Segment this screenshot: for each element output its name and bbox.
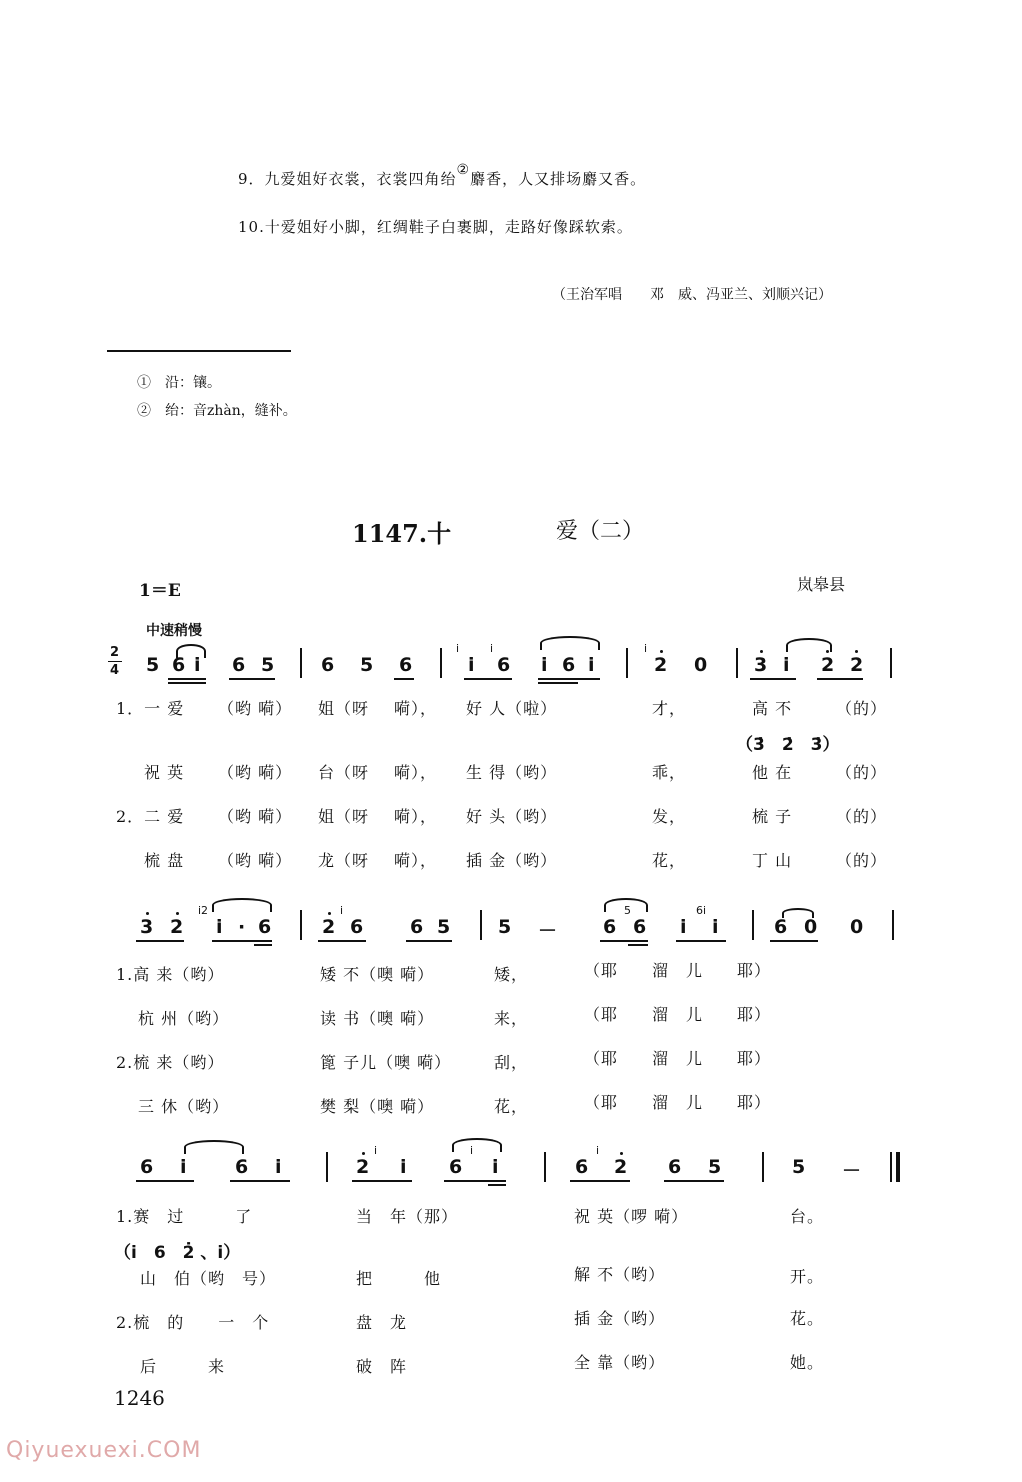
note: － xyxy=(538,920,558,942)
note: i xyxy=(400,1156,407,1178)
grace-note: i xyxy=(456,642,460,655)
lyric: 盘 龙 xyxy=(356,1313,408,1332)
beam xyxy=(352,1180,412,1182)
lyric: （哟 嗬） xyxy=(218,851,293,870)
note: 6 xyxy=(172,654,186,676)
lyric: （的） xyxy=(836,807,888,826)
octave-dot xyxy=(855,650,858,653)
lyric: 全 靠（哟） xyxy=(574,1353,666,1372)
note: 2 xyxy=(654,654,668,676)
alt-notes: （3̇ 2̇ 3̇） xyxy=(736,735,840,755)
note: 2 xyxy=(850,654,864,676)
lyric: （的） xyxy=(836,763,888,782)
lyric: 嗬）， xyxy=(394,763,438,782)
page-number: 1246 xyxy=(114,1386,165,1410)
beam xyxy=(394,678,414,680)
verse-9-rest: 麝香，人又排场麝又香。 xyxy=(470,170,647,188)
lyric: 1.高 来（哟） xyxy=(116,965,225,984)
note: i xyxy=(588,654,595,676)
note: 0 xyxy=(694,654,708,676)
slur xyxy=(540,636,600,650)
lyric: 山 伯（哟 号） xyxy=(140,1269,277,1288)
lyric: （耶 溜 儿 耶） xyxy=(584,1005,772,1024)
beam xyxy=(664,1180,724,1182)
lyric: 乖， xyxy=(652,763,687,782)
lyric: 台。 xyxy=(790,1207,825,1226)
lyric: （哟 嗬） xyxy=(218,763,293,782)
final-barline-thick xyxy=(896,1152,900,1182)
key-signature: 1＝E xyxy=(139,581,181,601)
lyric: 高 不 xyxy=(752,699,793,718)
beam xyxy=(538,678,600,680)
note: 6 xyxy=(258,916,272,938)
lyric: 矮， xyxy=(494,965,529,984)
note: 6 xyxy=(668,1156,682,1178)
octave-dot xyxy=(176,912,179,915)
slur xyxy=(782,908,814,918)
lyric: 花， xyxy=(652,851,687,870)
lyric: 祝 英（啰 嗬） xyxy=(574,1207,689,1226)
lyric: 1.赛 过 了 xyxy=(116,1207,253,1226)
lyric: 1．一 爱 xyxy=(116,699,185,718)
slur xyxy=(212,898,272,912)
lyric: 姐（呀 xyxy=(318,807,370,826)
footnote-1: ① 沿：镶。 xyxy=(137,375,221,391)
lyric: 梳 子 xyxy=(752,807,793,826)
note: · xyxy=(238,916,246,938)
note: 2 xyxy=(170,916,184,938)
grace-note: i2 xyxy=(198,904,209,917)
note: i xyxy=(180,1156,187,1178)
beam xyxy=(817,678,863,680)
slur xyxy=(452,1138,502,1152)
lyric: （耶 溜 儿 耶） xyxy=(584,961,772,980)
lyric: 台（呀 xyxy=(318,763,370,782)
barline xyxy=(480,910,482,940)
lyric: 开。 xyxy=(790,1267,825,1286)
lyric: （的） xyxy=(836,699,888,718)
note: 2 xyxy=(322,916,336,938)
lyric: 嗬）， xyxy=(394,807,438,826)
grace-note: 6i xyxy=(696,904,707,917)
lyric: 解 不（哟） xyxy=(574,1265,666,1284)
beam xyxy=(254,944,272,946)
note: 3 xyxy=(754,654,768,676)
note: i xyxy=(468,654,475,676)
note: － xyxy=(842,1160,862,1182)
octave-dot xyxy=(328,912,331,915)
lyric: （的） xyxy=(836,851,888,870)
lyric: 嗬）， xyxy=(394,699,438,718)
lyric: 花， xyxy=(494,1097,529,1116)
note: 3 xyxy=(140,916,154,938)
beam xyxy=(136,1180,194,1182)
time-sig-line xyxy=(108,661,122,662)
barline xyxy=(326,1152,328,1182)
note: 6 xyxy=(575,1156,589,1178)
beam xyxy=(318,940,366,942)
octave-dot xyxy=(826,650,829,653)
barline xyxy=(762,1152,764,1182)
beam xyxy=(676,940,726,942)
note: 6 xyxy=(497,654,511,676)
lyric: 生 得（哟） xyxy=(466,763,558,782)
lyric: 樊 梨（噢 嗬） xyxy=(320,1097,435,1116)
note: 6 xyxy=(603,916,617,938)
beam xyxy=(230,1180,290,1182)
verse-10: 10.十爱姐好小脚，红绸鞋子白裹脚，走路好像踩软索。 xyxy=(238,218,633,236)
note: 6 xyxy=(774,916,788,938)
beam xyxy=(488,1184,506,1186)
note: i xyxy=(680,916,687,938)
note: 6 xyxy=(562,654,576,676)
footnote-rule xyxy=(107,350,291,352)
beam xyxy=(628,944,648,946)
lyric: 刮， xyxy=(494,1053,529,1072)
verse-9 xyxy=(238,162,647,189)
beam xyxy=(538,682,578,684)
lyric: 梳 盘 xyxy=(144,851,185,870)
lyric: 嗬）， xyxy=(394,851,438,870)
note: i xyxy=(194,654,201,676)
lyric: 来， xyxy=(494,1009,529,1028)
lyric: 读 书（噢 嗬） xyxy=(320,1009,435,1028)
note: 6 xyxy=(232,654,246,676)
grace-note: i xyxy=(470,1144,474,1157)
grace-note: i xyxy=(490,642,494,655)
beam xyxy=(750,678,796,680)
barline xyxy=(300,910,302,940)
beam xyxy=(136,940,184,942)
octave-dot xyxy=(760,650,763,653)
note: 2 xyxy=(821,654,835,676)
grace-note: i xyxy=(374,1144,378,1157)
note: 5 xyxy=(437,916,451,938)
lyric: 好 头（哟） xyxy=(466,807,558,826)
beam xyxy=(444,1180,506,1182)
tempo-marking: 中速稍慢 xyxy=(146,623,202,639)
slur xyxy=(176,644,206,658)
grace-note: i xyxy=(596,1144,600,1157)
beam xyxy=(600,940,648,942)
lyric: 三 休（哟） xyxy=(138,1097,230,1116)
note: 6 xyxy=(633,916,647,938)
lyric: 祝 英 xyxy=(144,763,185,782)
note: 6 xyxy=(235,1156,249,1178)
note: 0 xyxy=(850,916,864,938)
beam xyxy=(770,940,818,942)
barline xyxy=(626,648,628,678)
grace-note: 5 xyxy=(624,904,631,917)
note: 5 xyxy=(498,916,512,938)
lyric: 插 金（哟） xyxy=(574,1309,666,1328)
octave-dot xyxy=(620,1152,623,1155)
lyric: 才， xyxy=(652,699,687,718)
note: i xyxy=(216,916,223,938)
final-barline-thin xyxy=(890,1152,892,1182)
lyric: 龙（呀 xyxy=(318,851,370,870)
note: 6 xyxy=(350,916,364,938)
grace-note: i xyxy=(340,904,344,917)
note: 5 xyxy=(261,654,275,676)
lyric: 2.梳 来（哟） xyxy=(116,1053,225,1072)
barline xyxy=(890,648,892,678)
beam xyxy=(570,1180,630,1182)
beam xyxy=(464,678,512,680)
slur xyxy=(184,1140,244,1154)
song-title-number: 1147.十 xyxy=(352,519,452,548)
octave-dot xyxy=(146,912,149,915)
note: 5 xyxy=(708,1156,722,1178)
note: 6 xyxy=(449,1156,463,1178)
lyric: （哟 嗬） xyxy=(218,807,293,826)
verse-9-text: 9．九爱姐好衣裳，衣裳四角绐 xyxy=(238,170,457,188)
beam xyxy=(229,678,275,680)
octave-dot xyxy=(660,650,663,653)
lyric: 2.梳 的 一 个 xyxy=(116,1313,270,1332)
note: i xyxy=(492,1156,499,1178)
barline xyxy=(892,910,894,940)
county-label: 岚皋县 xyxy=(797,575,846,594)
lyric: 后 来 xyxy=(140,1357,226,1376)
watermark: Qiyuexuexi.COM xyxy=(6,1438,202,1463)
lyric: 丁 山 xyxy=(752,851,793,870)
lyric: 她。 xyxy=(790,1353,825,1372)
footnote-mark-2: ② xyxy=(456,162,471,178)
note: 6 xyxy=(321,654,335,676)
note: 5 xyxy=(360,654,374,676)
note: 0 xyxy=(804,916,818,938)
note: i xyxy=(275,1156,282,1178)
footnote-2: ② 绐：音zhàn，缝补。 xyxy=(137,403,297,419)
note: 2 xyxy=(356,1156,370,1178)
lyric: （哟 嗬） xyxy=(218,699,293,718)
note: 6 xyxy=(140,1156,154,1178)
note: i xyxy=(712,916,719,938)
lyric: 杭 州（哟） xyxy=(138,1009,230,1028)
lyric: 发， xyxy=(652,807,687,826)
grace-note: i xyxy=(644,642,648,655)
alt-notes: （i 6 2̇ 、i） xyxy=(114,1243,241,1263)
barline xyxy=(544,1152,546,1182)
lyric: （耶 溜 儿 耶） xyxy=(584,1049,772,1068)
time-sig-top: 2 xyxy=(110,645,120,660)
note: i xyxy=(541,654,548,676)
beam xyxy=(212,940,272,942)
lyric: （耶 溜 儿 耶） xyxy=(584,1093,772,1112)
note: 5 xyxy=(792,1156,806,1178)
time-sig-bottom: 4 xyxy=(110,663,120,678)
note: 2 xyxy=(614,1156,628,1178)
beam xyxy=(168,678,206,680)
barline xyxy=(752,910,754,940)
lyric: 他 在 xyxy=(752,763,793,782)
barline xyxy=(736,648,738,678)
note: 6 xyxy=(399,654,413,676)
barline xyxy=(300,648,302,678)
beam xyxy=(406,940,452,942)
song-title-rest: 爱（二） xyxy=(556,519,645,544)
lyric: 把 他 xyxy=(356,1269,442,1288)
beam xyxy=(168,682,206,684)
lyric: 破 阵 xyxy=(356,1357,408,1376)
lyric: 花。 xyxy=(790,1309,825,1328)
lyric: 姐（呀 xyxy=(318,699,370,718)
lyric: 篦 子儿（噢 嗬） xyxy=(320,1053,452,1072)
note: 6 xyxy=(410,916,424,938)
lyric: 2．二 爱 xyxy=(116,807,185,826)
slur xyxy=(604,898,648,912)
slur xyxy=(786,638,832,652)
lyric: 插 金（哟） xyxy=(466,851,558,870)
credit-line: （王治军唱 邓 威、冯亚兰、刘顺兴记） xyxy=(552,287,832,303)
lyric: 好 人（啦） xyxy=(466,699,558,718)
lyric: 当 年（那） xyxy=(356,1207,459,1226)
lyric: 矮 不（噢 嗬） xyxy=(320,965,435,984)
barline xyxy=(440,648,442,678)
note: i xyxy=(783,654,790,676)
octave-dot xyxy=(362,1152,365,1155)
note: 5 xyxy=(146,654,160,676)
